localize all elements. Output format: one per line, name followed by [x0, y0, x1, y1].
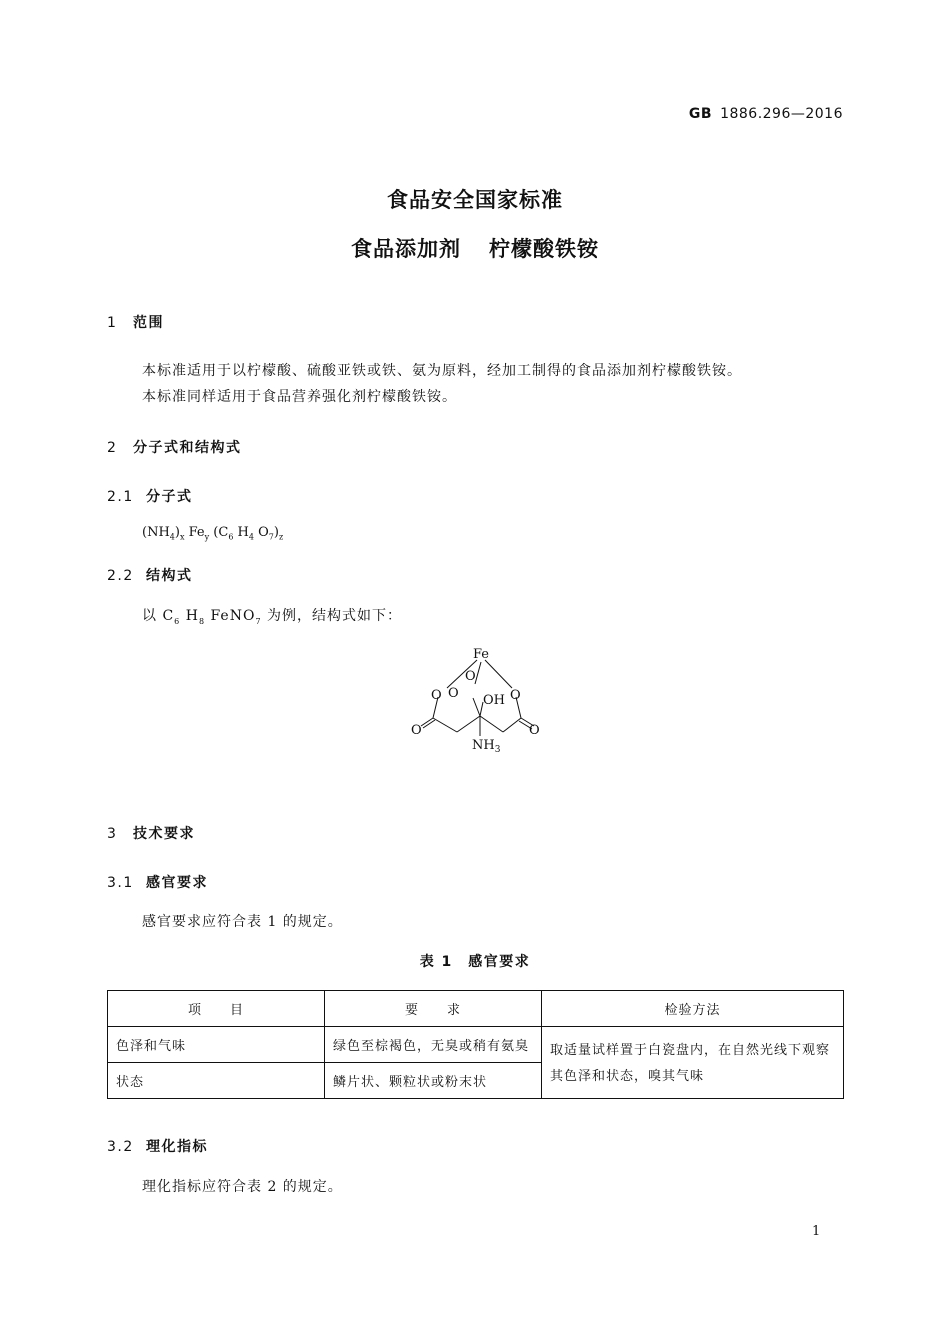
standard-code [600, 106, 843, 122]
section-2-1-heading [107, 486, 193, 506]
standard-number: 1886.296—2016 [720, 106, 843, 122]
table-row [108, 1027, 844, 1063]
atom-fe: Fe [473, 647, 490, 662]
section-2-title: 分子式和结构式 [133, 440, 242, 456]
section-2-heading [107, 437, 242, 457]
structure-intro: 以 $C_6$ $H_8$ FeNO$_7$ 为例，结构式如下： [142, 608, 402, 626]
bond-c-cooh [473, 698, 480, 716]
bond-fe-o-center [475, 662, 481, 684]
section-2-2-title: 结构式 [146, 568, 193, 584]
section-3-1-paragraph: 感官要求应符合表 1 的规定。 [142, 914, 343, 930]
table-1-caption: 表 1 感官要求 [419, 954, 531, 970]
document-title: 食品安全国家标准 [387, 188, 563, 212]
column-header-method: 检验方法 [542, 991, 844, 1027]
cell-requirement: 绿色至棕褐色，无臭或稍有氨臭 [325, 1027, 542, 1063]
section-2-1-number: 2.1 [107, 489, 134, 505]
section-3-heading [107, 823, 195, 843]
document-subtitle [0, 233, 950, 263]
atom-o-far-right: O [529, 723, 540, 738]
standard-prefix: GB [688, 106, 713, 122]
page-number: 1 [812, 1224, 821, 1239]
subtitle-part1: 食品添加剂 [351, 237, 461, 261]
bond-c-ch2-right [480, 716, 503, 732]
section-3-2-title: 理化指标 [146, 1139, 208, 1155]
atom-o-inner: O [448, 686, 459, 701]
section-1-paragraph-1: 本标准适用于以柠檬酸、硫酸亚铁或铁、氨为原料，经加工制得的食品添加剂柠檬酸铁铵。 [142, 363, 742, 379]
cell-item: 状态 [108, 1063, 325, 1099]
atom-nh3: $NH_3$ [472, 738, 501, 755]
table-1-sensory-requirements [107, 990, 844, 1099]
section-2-number: 2 [107, 440, 118, 456]
section-2-1-title: 分子式 [146, 489, 193, 505]
table-header-row [108, 991, 844, 1027]
section-3-title: 技术要求 [133, 826, 195, 842]
section-1-number: 1 [107, 315, 118, 331]
atom-oh: OH [483, 693, 505, 708]
section-3-1-title: 感官要求 [146, 875, 208, 891]
atom-o-top: O [465, 669, 476, 684]
column-header-item: 项 目 [108, 991, 325, 1027]
cell-item: 色泽和气味 [108, 1027, 325, 1063]
bond-fe-o-right [485, 660, 512, 688]
cell-requirement: 鳞片状、颗粒状或粉末状 [325, 1063, 542, 1099]
section-3-2-number: 3.2 [107, 1139, 134, 1155]
section-3-number: 3 [107, 826, 118, 842]
cell-method: 取适量试样置于白瓷盘内，在自然光线下观察其色泽和状态，嗅其气味 [542, 1027, 844, 1099]
section-3-1-number: 3.1 [107, 875, 134, 891]
molecular-formula: $(NH_4)_x$ $Fe_y$ ($C_6$ $H_4$ $O_7)_z$ [142, 525, 284, 542]
atom-o-right: O [510, 688, 521, 703]
section-3-1-heading [107, 872, 208, 892]
section-2-2-number: 2.2 [107, 568, 134, 584]
section-3-2-heading [107, 1136, 208, 1156]
bond-ch2-c-right [503, 718, 521, 732]
bond-ch2-c-center [457, 716, 480, 732]
column-header-requirement: 要 求 [325, 991, 542, 1027]
section-1-title: 范围 [133, 315, 164, 331]
atom-o-far-left: O [411, 723, 422, 738]
section-2-2-heading [107, 565, 193, 585]
section-1-heading [107, 312, 164, 332]
atom-o-left: O [431, 688, 442, 703]
section-3-2-paragraph: 理化指标应符合表 2 的规定。 [142, 1179, 343, 1195]
structural-formula-diagram [405, 642, 555, 757]
subtitle-part2: 柠檬酸铁铵 [489, 237, 599, 261]
bond-c-ch2-left [433, 718, 457, 732]
section-1-paragraph-2: 本标准同样适用于食品营养强化剂柠檬酸铁铵。 [142, 389, 457, 405]
